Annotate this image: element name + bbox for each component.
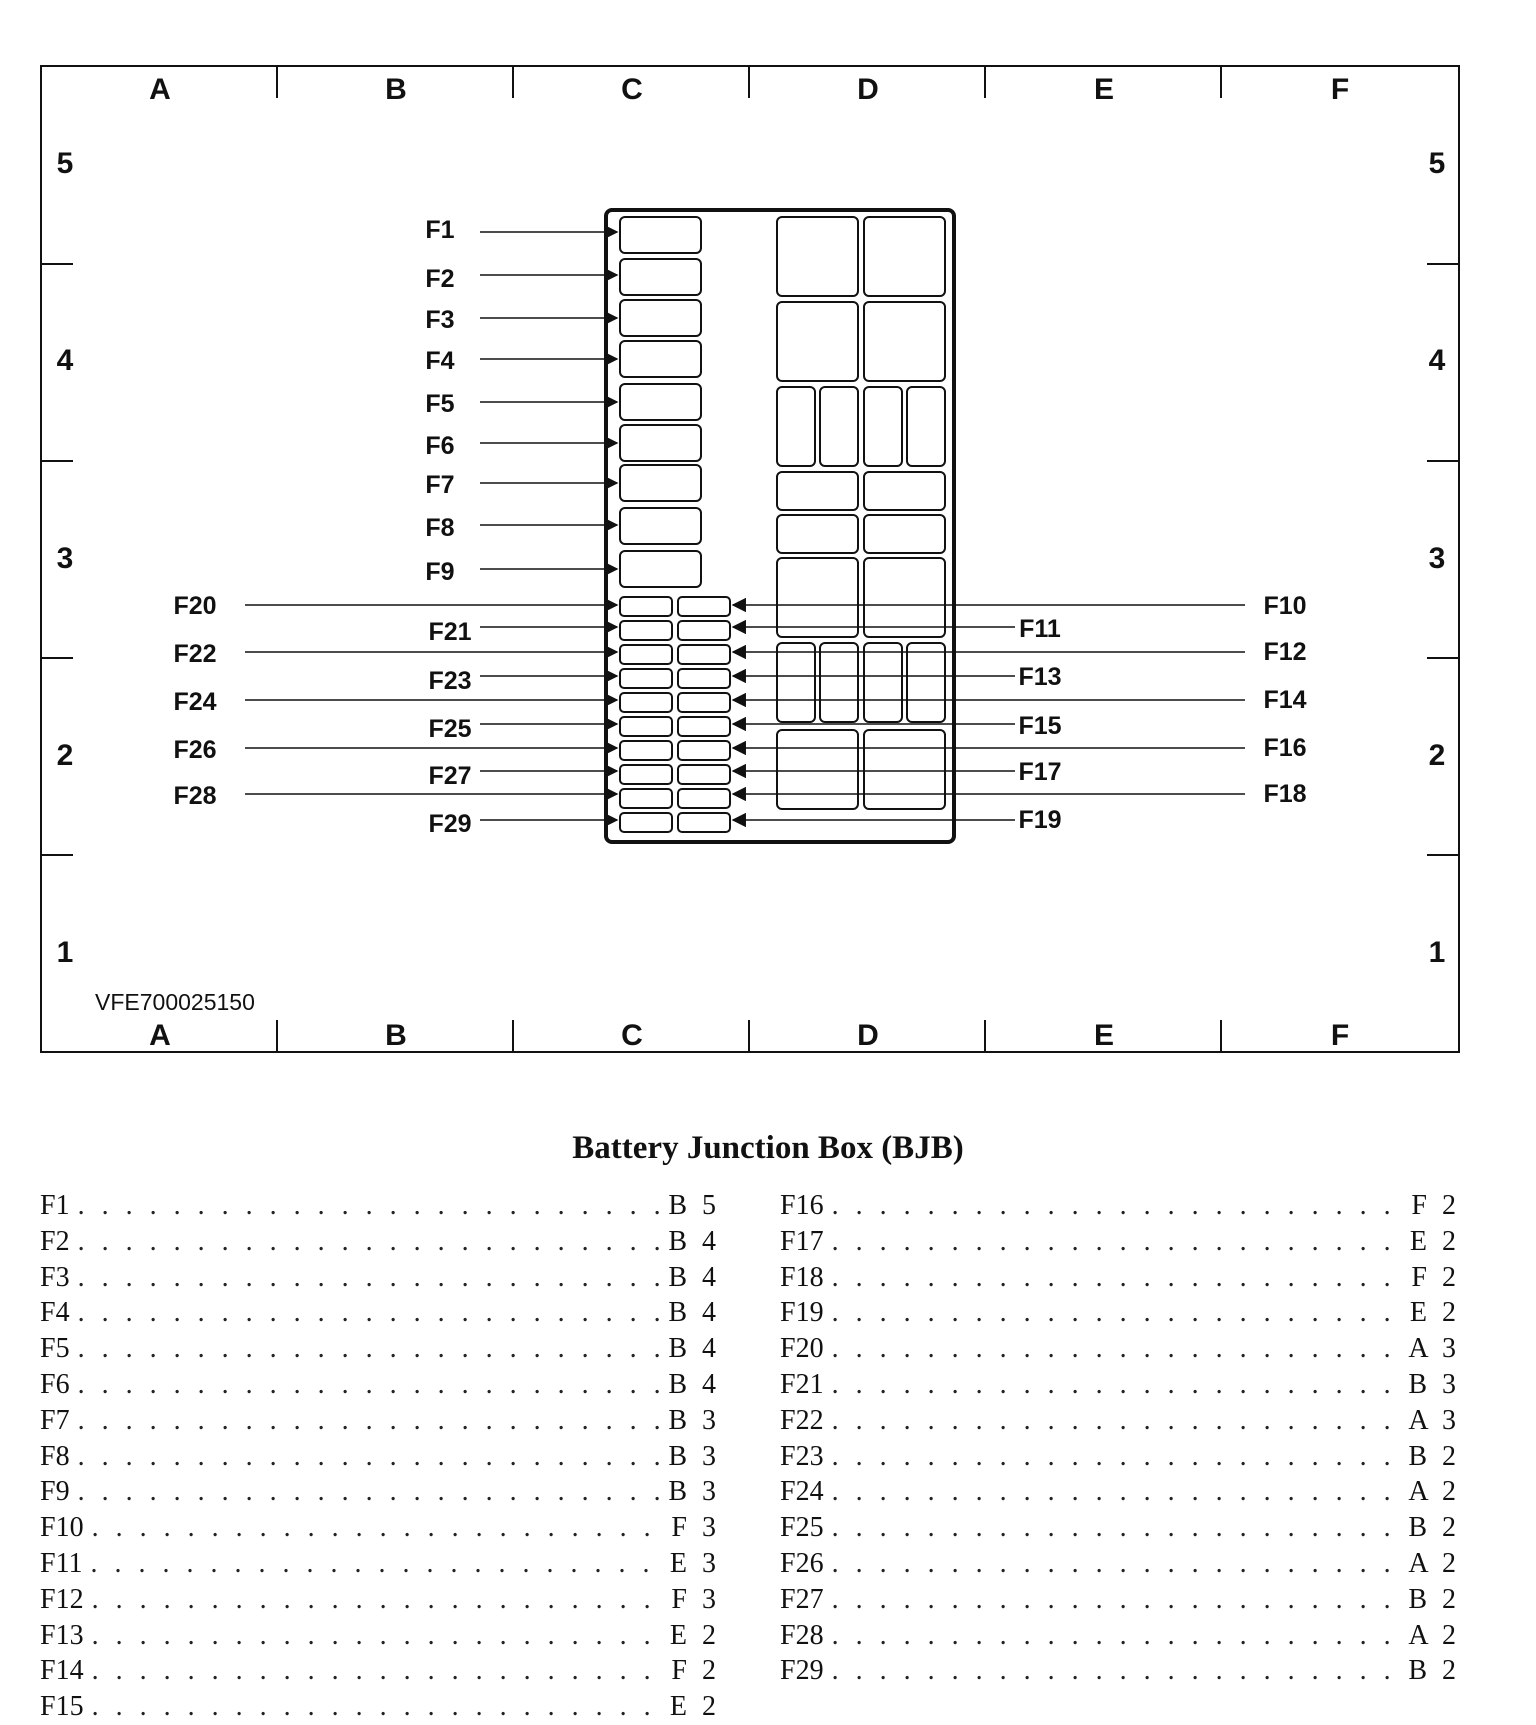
fuse-name: F9 bbox=[40, 1476, 70, 1508]
grid-frame bbox=[41, 66, 1459, 1052]
fuse-location: B 5 bbox=[668, 1190, 720, 1221]
left-fuse-labels bbox=[173, 216, 471, 838]
fuse-name: F19 bbox=[780, 1297, 824, 1329]
fuse-location: B 2 bbox=[1408, 1512, 1460, 1544]
label-f2: F2 bbox=[425, 265, 455, 293]
fuse-name: F28 bbox=[780, 1619, 824, 1651]
label-f16: F16 bbox=[1263, 734, 1307, 762]
fuse-slot-f8 bbox=[620, 508, 701, 544]
label-f25: F25 bbox=[428, 715, 472, 743]
label-f28: F28 bbox=[173, 782, 217, 810]
table-row bbox=[780, 1403, 1460, 1439]
col-label-d-bottom: D bbox=[857, 1019, 879, 1052]
col-label-c-top: C bbox=[621, 73, 643, 106]
table-row bbox=[780, 1618, 1460, 1654]
fuse-name: F24 bbox=[780, 1476, 824, 1508]
leader-dots bbox=[832, 1260, 1404, 1296]
figure-code: VFE700025150 bbox=[95, 989, 255, 1015]
col-label-b-top: B bbox=[385, 73, 407, 106]
label-f27: F27 bbox=[428, 762, 472, 790]
label-f7: F7 bbox=[425, 471, 455, 499]
table-row bbox=[780, 1653, 1460, 1689]
table-row bbox=[780, 1546, 1460, 1582]
table-row bbox=[40, 1474, 720, 1510]
fuse-name: F1 bbox=[40, 1190, 70, 1221]
leader-dots bbox=[832, 1331, 1401, 1367]
fuse-name: F8 bbox=[40, 1440, 70, 1472]
label-f11: F11 bbox=[1019, 615, 1061, 643]
col-label-e-bottom: E bbox=[1093, 1019, 1115, 1052]
fuse-location-list-left bbox=[40, 1188, 720, 1725]
row-label-1-left: 1 bbox=[56, 936, 74, 969]
fuse-name: F21 bbox=[780, 1368, 824, 1400]
fuse-location: E 3 bbox=[669, 1547, 720, 1579]
table-row bbox=[780, 1260, 1460, 1296]
fuse-name: F5 bbox=[40, 1333, 70, 1365]
fuse-location: B 3 bbox=[668, 1404, 720, 1436]
table-row bbox=[40, 1689, 720, 1725]
label-f13: F13 bbox=[1018, 663, 1062, 691]
label-f9: F9 bbox=[425, 558, 455, 586]
row-label-2-left: 2 bbox=[56, 739, 74, 772]
label-f20: F20 bbox=[173, 592, 217, 620]
leader-dots bbox=[832, 1546, 1401, 1582]
fuse-location: B 4 bbox=[668, 1225, 720, 1257]
leader-dots bbox=[92, 1653, 664, 1689]
mini-fuse-column bbox=[620, 217, 701, 587]
label-f5: F5 bbox=[425, 390, 455, 418]
table-row bbox=[40, 1510, 720, 1546]
fuse-location: A 2 bbox=[1408, 1619, 1460, 1651]
leader-dots bbox=[92, 1510, 664, 1546]
table-row bbox=[780, 1224, 1460, 1260]
leader-dots bbox=[832, 1618, 1401, 1654]
leader-dots bbox=[832, 1224, 1402, 1260]
fuse-name: F11 bbox=[40, 1547, 83, 1579]
table-row bbox=[40, 1582, 720, 1618]
fuse-name: F4 bbox=[40, 1297, 70, 1329]
table-row bbox=[40, 1295, 720, 1331]
fuse-location: E 2 bbox=[1409, 1225, 1460, 1257]
fuse-location: F 2 bbox=[671, 1655, 720, 1687]
label-f8: F8 bbox=[425, 514, 455, 542]
leader-dots bbox=[78, 1260, 661, 1296]
leader-dots bbox=[78, 1224, 661, 1260]
fuse-location: B 4 bbox=[668, 1333, 720, 1365]
leader-dots bbox=[832, 1439, 1401, 1475]
fuse-slot-f2 bbox=[620, 259, 701, 295]
fuse-location: B 3 bbox=[1408, 1368, 1460, 1400]
col-label-a-bottom: A bbox=[149, 1019, 171, 1052]
col-label-e-top: E bbox=[1093, 73, 1115, 106]
fuse-slot-f3 bbox=[620, 300, 701, 336]
leader-dots bbox=[78, 1295, 661, 1331]
fuse-name: F17 bbox=[780, 1225, 824, 1257]
label-f17: F17 bbox=[1018, 758, 1062, 786]
fuse-location: E 2 bbox=[1409, 1297, 1460, 1329]
leader-dots bbox=[832, 1510, 1401, 1546]
label-f26: F26 bbox=[173, 736, 217, 764]
label-f15: F15 bbox=[1018, 712, 1062, 740]
col-label-b-bottom: B bbox=[385, 1019, 407, 1052]
row-label-1-right: 1 bbox=[1428, 936, 1446, 969]
fuse-location-list-right bbox=[780, 1188, 1460, 1689]
right-row-labels bbox=[1429, 147, 1446, 969]
fuse-location: F 3 bbox=[671, 1583, 720, 1615]
fuse-location: B 4 bbox=[668, 1261, 720, 1293]
fuse-name: F14 bbox=[40, 1655, 84, 1687]
label-f4: F4 bbox=[425, 347, 455, 375]
label-f14: F14 bbox=[1263, 686, 1307, 714]
fuse-slot-f4 bbox=[620, 341, 701, 377]
fuse-location: F 3 bbox=[671, 1512, 720, 1544]
label-f18: F18 bbox=[1263, 780, 1307, 808]
fuse-slot-f5 bbox=[620, 384, 701, 420]
fuse-name: F3 bbox=[40, 1261, 70, 1293]
fuse-location: E 2 bbox=[669, 1691, 720, 1723]
label-f1: F1 bbox=[425, 216, 455, 244]
table-row bbox=[40, 1546, 720, 1582]
fuse-location: B 2 bbox=[1408, 1655, 1460, 1687]
leader-dots bbox=[78, 1367, 661, 1403]
table-row bbox=[40, 1653, 720, 1689]
fuse-name: F22 bbox=[780, 1404, 824, 1436]
table-row bbox=[40, 1224, 720, 1260]
fuse-name: F13 bbox=[40, 1619, 84, 1651]
leader-dots bbox=[92, 1582, 664, 1618]
col-label-f-bottom: F bbox=[1330, 1019, 1350, 1052]
leader-dots bbox=[832, 1295, 1402, 1331]
table-title: Battery Junction Box (BJB) bbox=[572, 1130, 964, 1166]
fuse-name: F23 bbox=[780, 1440, 824, 1472]
fuse-name: F12 bbox=[40, 1583, 84, 1615]
leader-dots bbox=[92, 1618, 662, 1654]
leader-dots bbox=[832, 1582, 1401, 1618]
left-row-labels bbox=[57, 147, 74, 969]
leader-dots bbox=[78, 1439, 661, 1475]
label-f23: F23 bbox=[428, 667, 472, 695]
fuse-name: F27 bbox=[780, 1583, 824, 1615]
fuse-name: F6 bbox=[40, 1368, 70, 1400]
fuse-name: F7 bbox=[40, 1404, 70, 1436]
fuse-location: B 4 bbox=[668, 1297, 720, 1329]
fuse-location: B 4 bbox=[668, 1368, 720, 1400]
table-row bbox=[780, 1295, 1460, 1331]
fuse-name: F29 bbox=[780, 1655, 824, 1687]
row-label-4-right: 4 bbox=[1428, 344, 1446, 377]
fuse-name: F26 bbox=[780, 1547, 824, 1579]
table-row bbox=[780, 1582, 1460, 1618]
leader-dots bbox=[78, 1403, 661, 1439]
leader-dots bbox=[832, 1403, 1401, 1439]
col-label-a-top: A bbox=[149, 73, 171, 106]
fuse-name: F2 bbox=[40, 1225, 70, 1257]
fuse-location: A 2 bbox=[1408, 1547, 1460, 1579]
leader-dots bbox=[91, 1546, 662, 1582]
fuse-slot-f9 bbox=[620, 551, 701, 587]
table-row bbox=[780, 1367, 1460, 1403]
top-column-dividers bbox=[277, 66, 1221, 98]
col-label-c-bottom: C bbox=[621, 1019, 643, 1052]
label-f6: F6 bbox=[425, 432, 455, 460]
leader-dots bbox=[832, 1653, 1401, 1689]
label-f3: F3 bbox=[425, 306, 455, 334]
table-row bbox=[780, 1510, 1460, 1546]
left-leader-lines bbox=[480, 232, 617, 569]
leader-dots bbox=[78, 1188, 661, 1224]
fuse-location: F 2 bbox=[1411, 1190, 1460, 1221]
row-label-2-right: 2 bbox=[1428, 739, 1446, 772]
fuse-location: F 2 bbox=[1411, 1261, 1460, 1293]
table-row bbox=[780, 1188, 1460, 1224]
fuse-location: A 3 bbox=[1408, 1404, 1460, 1436]
fuse-location: A 3 bbox=[1408, 1333, 1460, 1365]
fuse-name: F10 bbox=[40, 1512, 84, 1544]
table-row bbox=[40, 1403, 720, 1439]
table-row bbox=[40, 1331, 720, 1367]
table-row bbox=[40, 1367, 720, 1403]
fuse-location: A 2 bbox=[1408, 1476, 1460, 1508]
row-label-3-left: 3 bbox=[56, 542, 74, 575]
table-row bbox=[40, 1618, 720, 1654]
row-label-5-left: 5 bbox=[56, 147, 74, 180]
fuse-name: F20 bbox=[780, 1333, 824, 1365]
col-label-f-top: F bbox=[1330, 73, 1350, 106]
col-label-d-top: D bbox=[857, 73, 879, 106]
label-f21: F21 bbox=[428, 618, 472, 646]
table-row bbox=[40, 1260, 720, 1296]
fuse-location: E 2 bbox=[669, 1619, 720, 1651]
table-row bbox=[780, 1474, 1460, 1510]
leader-dots bbox=[832, 1367, 1401, 1403]
label-f24: F24 bbox=[173, 688, 217, 716]
row-ticks bbox=[41, 264, 1459, 855]
row-label-3-right: 3 bbox=[1428, 542, 1446, 575]
fuse-slot-f1 bbox=[620, 217, 701, 253]
leader-dots bbox=[832, 1188, 1404, 1224]
leader-dots bbox=[78, 1474, 661, 1510]
fuse-location: B 3 bbox=[668, 1476, 720, 1508]
fuse-slot-f7 bbox=[620, 465, 701, 501]
small-fuse-grid bbox=[620, 597, 730, 832]
leader-dots bbox=[78, 1331, 661, 1367]
fuse-location: B 3 bbox=[668, 1440, 720, 1472]
fuse-name: F25 bbox=[780, 1512, 824, 1544]
table-row bbox=[780, 1331, 1460, 1367]
leader-dots bbox=[832, 1474, 1401, 1510]
label-f10: F10 bbox=[1263, 592, 1307, 620]
table-row bbox=[780, 1439, 1460, 1475]
fuse-name: F18 bbox=[780, 1261, 824, 1293]
fuse-name: F15 bbox=[40, 1691, 84, 1723]
fuse-name: F16 bbox=[780, 1190, 824, 1221]
label-f29: F29 bbox=[428, 810, 472, 838]
row-label-4-left: 4 bbox=[56, 344, 74, 377]
fuse-location: B 2 bbox=[1408, 1583, 1460, 1615]
label-f19: F19 bbox=[1018, 806, 1062, 834]
table-row bbox=[40, 1188, 720, 1224]
label-f22: F22 bbox=[173, 640, 217, 668]
label-f12: F12 bbox=[1263, 638, 1307, 666]
fuse-slot-f6 bbox=[620, 425, 701, 461]
bottom-column-dividers bbox=[277, 1020, 1221, 1052]
right-fuse-labels bbox=[1018, 592, 1306, 834]
row-label-5-right: 5 bbox=[1428, 147, 1446, 180]
relay-block bbox=[777, 217, 945, 809]
leader-dots bbox=[92, 1689, 662, 1725]
fuse-location: B 2 bbox=[1408, 1440, 1460, 1472]
table-row bbox=[40, 1439, 720, 1475]
